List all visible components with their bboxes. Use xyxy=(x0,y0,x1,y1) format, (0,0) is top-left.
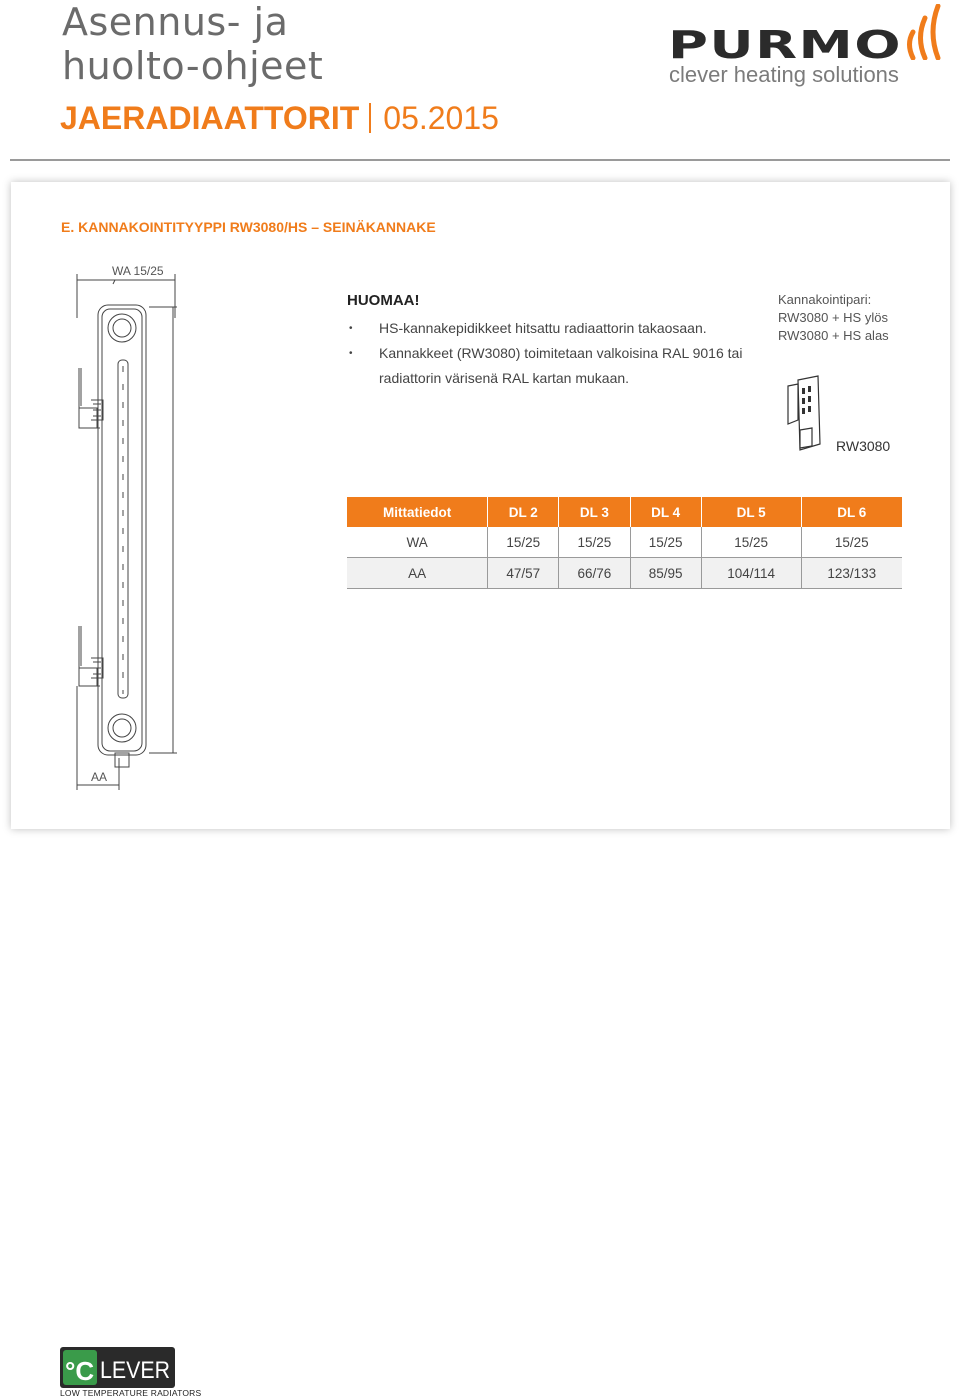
wa-dimension-label: WA 15/25 xyxy=(112,264,164,278)
subtitle-divider xyxy=(369,103,371,133)
bracket-pair-upper: RW3080 + HS ylös xyxy=(778,310,888,325)
bracket-part-label: RW3080 xyxy=(836,438,891,454)
clever-logo-degree: °C xyxy=(65,1356,95,1386)
table-cell: 15/25 xyxy=(488,527,559,558)
table-row xyxy=(347,527,902,558)
bracket-pair-heading: Kannakointipari: xyxy=(778,292,872,307)
radiator-drawing xyxy=(55,258,195,793)
bracket-illustration xyxy=(784,374,834,456)
purmo-logo-wordmark: PURMO xyxy=(668,23,902,60)
note-item: • Kannakkeet (RW3080) toimitetaan valkoisina RAL 9016 tai radiattorin värisenä RAL kartan mukaan. xyxy=(347,341,767,391)
aa-dimension-label: AA xyxy=(91,770,108,784)
table-cell: AA xyxy=(347,558,488,589)
table-header: DL 2 xyxy=(488,497,559,527)
table-header: DL 3 xyxy=(559,497,630,527)
brand-tagline: clever heating solutions xyxy=(669,62,899,87)
table-header: Mittatiedot xyxy=(347,497,488,527)
clever-logo-mark xyxy=(60,1347,175,1388)
table-header: DL 4 xyxy=(630,497,701,527)
document-date: 05.2015 xyxy=(383,100,499,136)
table-row xyxy=(347,558,902,589)
document-title-line-2: huolto-ohjeet xyxy=(62,44,324,88)
clever-logo xyxy=(60,1347,175,1388)
bracket-pair-info xyxy=(778,291,889,345)
header-divider xyxy=(10,159,950,161)
flame-icon xyxy=(910,6,939,58)
product-name: JAERADIAATTORIT xyxy=(60,100,360,136)
table-cell: 15/25 xyxy=(701,527,801,558)
table-cell: 66/76 xyxy=(559,558,630,589)
clever-caption: LOW TEMPERATURE RADIATORS xyxy=(60,1388,202,1398)
clever-logo-text: LEVER xyxy=(100,1357,170,1384)
dimensions-table xyxy=(347,497,902,589)
table-cell: 85/95 xyxy=(630,558,701,589)
table-cell: 15/25 xyxy=(801,527,902,558)
note-item: • HS-kannakepidikkeet hitsattu radiaattorin takaosaan. xyxy=(347,316,767,341)
document-title xyxy=(62,0,323,88)
bracket-pair-lower: RW3080 + HS alas xyxy=(778,328,889,343)
table-cell: 47/57 xyxy=(488,558,559,589)
table-cell: 123/133 xyxy=(801,558,902,589)
document-subtitle xyxy=(60,96,499,140)
table-cell: 15/25 xyxy=(559,527,630,558)
section-title: E. KANNAKOINTITYYPPI RW3080/HS – SEINÄKANNAKE xyxy=(61,219,436,235)
table-header-row xyxy=(347,497,902,527)
table-header: DL 6 xyxy=(801,497,902,527)
purmo-logo xyxy=(668,4,953,60)
note-heading: HUOMAA! xyxy=(347,292,420,309)
table-header: DL 5 xyxy=(701,497,801,527)
document-title-line-1: Asennus- ja xyxy=(62,0,289,44)
table-cell: WA xyxy=(347,527,488,558)
note-list xyxy=(347,316,767,391)
table-cell: 104/114 xyxy=(701,558,801,589)
table-cell: 15/25 xyxy=(630,527,701,558)
